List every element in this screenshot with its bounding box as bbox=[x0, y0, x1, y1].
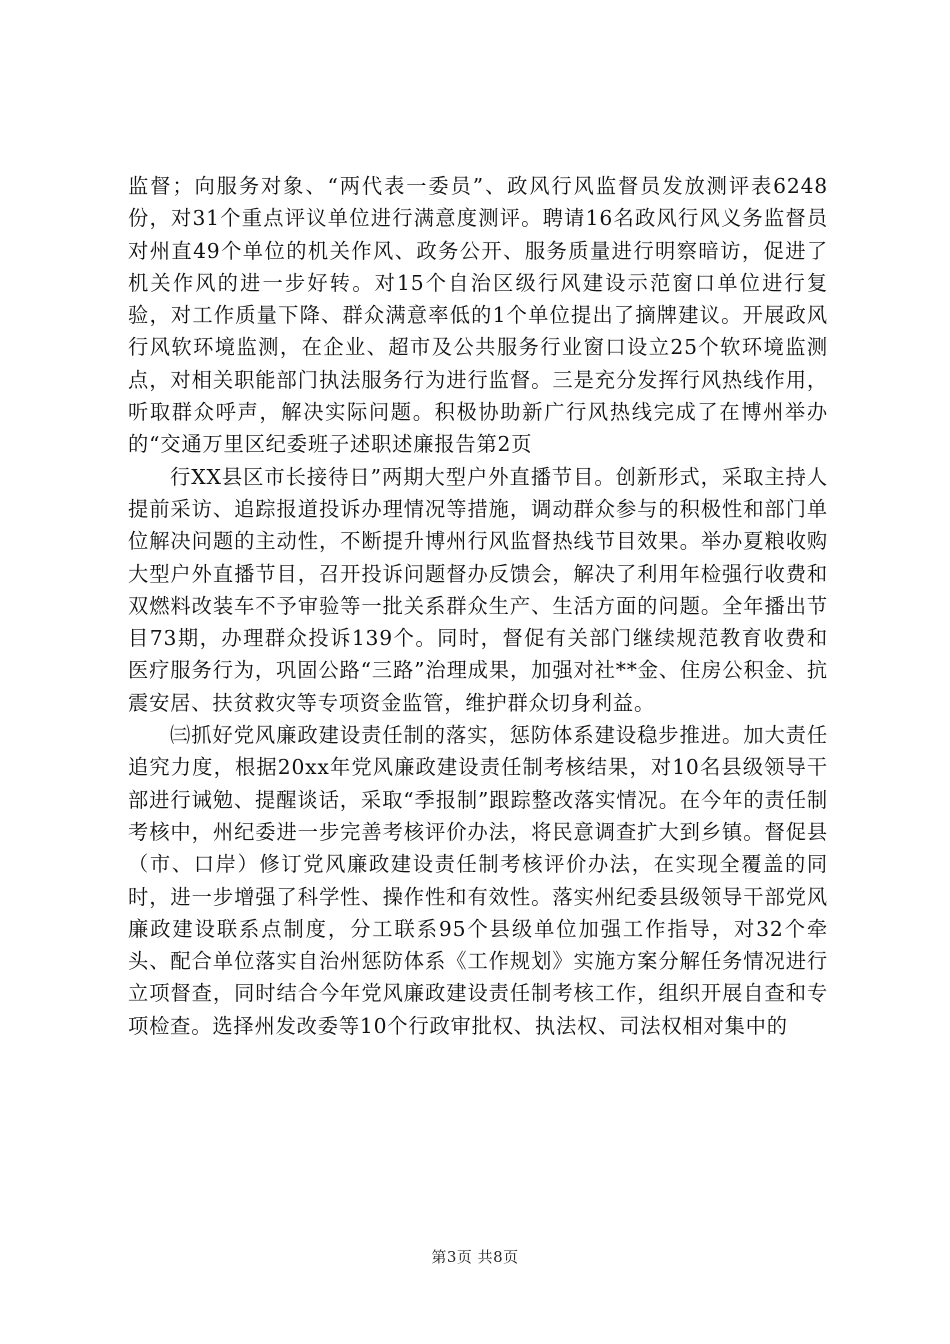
document-body bbox=[128, 170, 828, 1042]
paragraph-1: 监督；向服务对象、“两代表一委员”、政风行风监督员发放测评表6248份，对31个重点评议单位进行满意度测评。聘请16名政风行风义务监督员对州直49个单位的机关作风、政务公开、服务质量进行明察暗访，促进了机关作风的进一步好转。对15个自治区级行风建设示范窗口单位进行复验，对工作质量下降、群众满意率低的1个单位提出了摘牌建议。开展政风行风软环境监测，在企业、超市及公共服务行业窗口设立25个软环境监测点，对相关职能部门执法服务行为进行监督。三是充分发挥行风热线作用，听取群众呼声，解决实际问题。积极协助新广行风热线完成了在博州举办的“交通万里区纪委班子述职述廉报告第2页 bbox=[128, 174, 828, 457]
page-number-footer: 第3页 共8页 bbox=[431, 1248, 519, 1266]
paragraph-3: ㈢抓好党风廉政建设责任制的落实，惩防体系建设稳步推进。加大责任追究力度，根据20xx年党风廉政建设责任制考核结果，对10名县级领导干部进行诫勉、提醒谈话，采取“季报制”跟踪整改落实情况。在今年的责任制考核中，州纪委进一步完善考核评价办法，将民意调查扩大到乡镇。督促县（市、口岸）修订党风廉政建设责任制考核评价办法，在实现全覆盖的同时，进一步增强了科学性、操作性和有效性。落实州纪委县级领导干部党风廉政建设联系点制度，分工联系95个县级单位加强工作指导，对32个牵头、配合单位落实自治州惩防体系《工作规划》实施方案分解任务情况进行立项督查，同时结合今年党风廉政建设责任制考核工作，组织开展自查和专项检查。选择州发改委等10个行政审批权、执法权、司法权相对集中的 bbox=[128, 723, 828, 1038]
paragraph-2: 行XX县区市长接待日”两期大型户外直播节目。创新形式，采取主持人提前采访、追踪报道投诉办理情况等措施，调动群众参与的积极性和部门单位解决问题的主动性，不断提升博州行风监督热线节目效果。举办夏粮收购大型户外直播节目，召开投诉问题督办反馈会，解决了利用年检强行收费和双燃料改装车不予审验等一批关系群众生产、生活方面的问题。全年播出节目73期，办理群众投诉139个。同时，督促有关部门继续规范教育收费和医疗服务行为，巩固公路“三路”治理成果，加强对社**金、住房公积金、抗震安居、扶贫救灾等专项资金监管，维护群众切身利益。 bbox=[128, 464, 828, 715]
